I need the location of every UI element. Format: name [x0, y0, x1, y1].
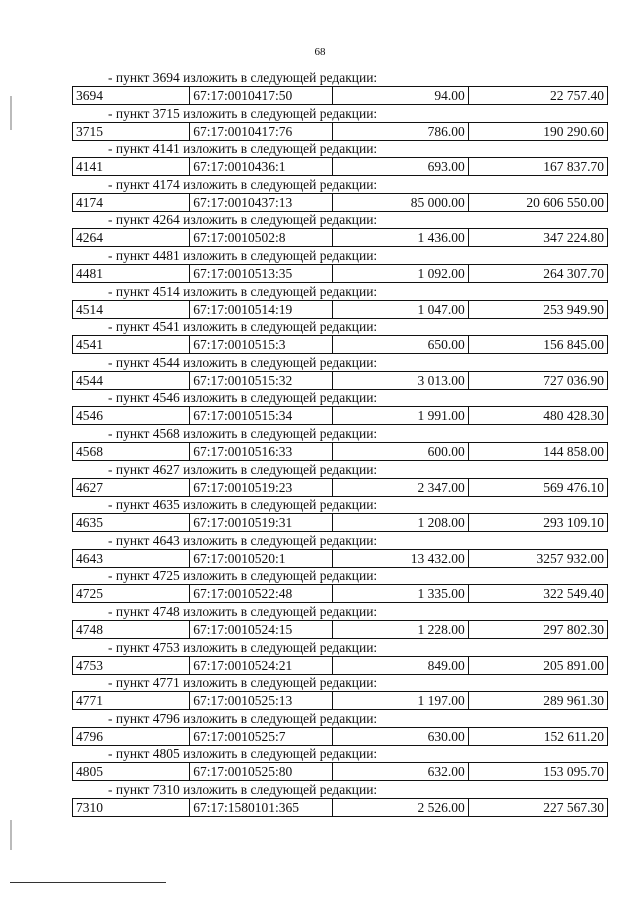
amendment-instruction: - пункт 3694 изложить в следующей редакции: [108, 70, 378, 85]
amendments-list [72, 70, 608, 817]
cadastral-cost-cell: 227 567.30 [468, 798, 607, 816]
cadastral-cost-cell: 569 476.10 [468, 478, 607, 496]
area-cell: 1 047.00 [333, 300, 468, 318]
item-number-cell: 4753 [73, 656, 190, 674]
cadastral-number-cell: 67:17:0010524:21 [190, 656, 333, 674]
item-number-cell: 4635 [73, 514, 190, 532]
item-number-cell: 4141 [73, 158, 190, 176]
amendment-entry [72, 355, 608, 391]
table-row [72, 798, 608, 817]
amendment-entry [72, 70, 608, 106]
item-number-cell: 4481 [73, 264, 190, 282]
cadastral-number-cell: 67:17:1580101:365 [190, 798, 333, 816]
amendment-entry [72, 746, 608, 782]
cadastral-number-cell: 67:17:0010514:19 [190, 300, 333, 318]
area-cell: 3 013.00 [333, 371, 468, 389]
cadastral-number-cell: 67:17:0010417:76 [190, 122, 333, 140]
area-cell: 630.00 [333, 727, 468, 745]
cadastral-cost-cell: 480 428.30 [468, 407, 607, 425]
page-number: 68 [314, 46, 326, 58]
amendment-instruction: - пункт 4544 изложить в следующей редакции: [108, 354, 378, 370]
cadastral-number-cell: 67:17:0010525:13 [190, 692, 333, 710]
item-number-cell: 4264 [73, 229, 190, 247]
cadastral-cost-cell: 22 757.40 [468, 87, 607, 105]
amendment-instruction: - пункт 4627 изложить в следующей редакции: [108, 461, 378, 477]
amendment-instruction: - пункт 4748 изложить в следующей редакции: [108, 603, 378, 619]
item-number-cell: 3715 [73, 122, 190, 140]
cadastral-cost-cell: 727 036.90 [468, 371, 607, 389]
table-row [72, 193, 608, 212]
area-cell: 1 208.00 [333, 514, 468, 532]
table-row [72, 691, 608, 710]
item-number-cell: 4748 [73, 620, 190, 638]
item-number-cell: 3694 [73, 87, 190, 105]
item-number-cell: 4514 [73, 300, 190, 318]
amendment-entry [72, 497, 608, 533]
item-number-cell: 4546 [73, 407, 190, 425]
cadastral-number-cell: 67:17:0010502:8 [190, 229, 333, 247]
cadastral-cost-cell: 20 606 550.00 [468, 193, 607, 211]
amendment-entry [72, 568, 608, 604]
area-cell: 786.00 [333, 122, 468, 140]
amendment-instruction: - пункт 4481 изложить в следующей редакции: [108, 247, 378, 263]
cadastral-number-cell: 67:17:0010519:31 [190, 514, 333, 532]
cadastral-number-cell: 67:17:0010524:15 [190, 620, 333, 638]
amendment-instruction: - пункт 4725 изложить в следующей редакции: [108, 568, 378, 584]
cadastral-number-cell: 67:17:0010515:32 [190, 371, 333, 389]
cadastral-cost-cell: 3257 932.00 [468, 549, 607, 567]
cadastral-cost-cell: 153 095.70 [468, 763, 607, 781]
amendment-instruction: - пункт 3715 изложить в следующей редакции: [108, 105, 378, 121]
cadastral-number-cell: 67:17:0010436:1 [190, 158, 333, 176]
cadastral-number-cell: 67:17:0010515:34 [190, 407, 333, 425]
cadastral-number-cell: 67:17:0010516:33 [190, 442, 333, 460]
cadastral-cost-cell: 152 611.20 [468, 727, 607, 745]
amendment-instruction: - пункт 4174 изложить в следующей редакции: [108, 176, 378, 192]
amendment-entry [72, 533, 608, 569]
cadastral-number-cell: 67:17:0010513:35 [190, 264, 333, 282]
area-cell: 2 526.00 [333, 798, 468, 816]
cadastral-cost-cell: 190 290.60 [468, 122, 607, 140]
cadastral-number-cell: 67:17:0010519:23 [190, 478, 333, 496]
cadastral-cost-cell: 253 949.90 [468, 300, 607, 318]
cadastral-cost-cell: 264 307.70 [468, 264, 607, 282]
amendment-entry [72, 248, 608, 284]
amendment-entry [72, 319, 608, 355]
cadastral-cost-cell: 297 802.30 [468, 620, 607, 638]
cadastral-number-cell: 67:17:0010515:3 [190, 336, 333, 354]
amendment-instruction: - пункт 4643 изложить в следующей редакции: [108, 532, 378, 548]
cadastral-number-cell: 67:17:0010522:48 [190, 585, 333, 603]
amendment-entry [72, 675, 608, 711]
amendment-entry [72, 462, 608, 498]
item-number-cell: 4544 [73, 371, 190, 389]
amendment-instruction: - пункт 4568 изложить в следующей редакции: [108, 425, 378, 441]
amendment-entry [72, 284, 608, 320]
item-number-cell: 4643 [73, 549, 190, 567]
area-cell: 1 197.00 [333, 692, 468, 710]
cadastral-number-cell: 67:17:0010417:50 [190, 87, 333, 105]
amendment-instruction: - пункт 4264 изложить в следующей редакции: [108, 212, 378, 228]
table-row [72, 371, 608, 390]
table-row [72, 86, 608, 105]
cadastral-cost-cell: 156 845.00 [468, 336, 607, 354]
amendment-instruction: - пункт 4635 изложить в следующей редакции: [108, 497, 378, 513]
area-cell: 1 092.00 [333, 264, 468, 282]
cadastral-number-cell: 67:17:0010437:13 [190, 193, 333, 211]
cadastral-cost-cell: 205 891.00 [468, 656, 607, 674]
item-number-cell: 7310 [73, 798, 190, 816]
item-number-cell: 4796 [73, 727, 190, 745]
amendment-entry [72, 782, 608, 818]
item-number-cell: 4771 [73, 692, 190, 710]
table-row [72, 513, 608, 532]
amendment-instruction: - пункт 4753 изложить в следующей редакции: [108, 639, 378, 655]
table-row [72, 157, 608, 176]
area-cell: 1 991.00 [333, 407, 468, 425]
amendment-entry [72, 141, 608, 177]
amendment-instruction: - пункт 4141 изложить в следующей редакции: [108, 141, 378, 157]
item-number-cell: 4568 [73, 442, 190, 460]
amendment-entry [72, 426, 608, 462]
item-number-cell: 4541 [73, 336, 190, 354]
amendment-instruction: - пункт 4796 изложить в следующей редакции: [108, 710, 378, 726]
area-cell: 1 335.00 [333, 585, 468, 603]
table-row [72, 584, 608, 603]
table-row [72, 335, 608, 354]
cadastral-number-cell: 67:17:0010525:80 [190, 763, 333, 781]
table-row [72, 727, 608, 746]
cadastral-cost-cell: 144 858.00 [468, 442, 607, 460]
amendment-instruction: - пункт 4546 изложить в следующей редакции: [108, 390, 378, 406]
cadastral-cost-cell: 347 224.80 [468, 229, 607, 247]
table-row [72, 656, 608, 675]
area-cell: 849.00 [333, 656, 468, 674]
amendment-entry [72, 604, 608, 640]
area-cell: 632.00 [333, 763, 468, 781]
cadastral-number-cell: 67:17:0010525:7 [190, 727, 333, 745]
area-cell: 600.00 [333, 442, 468, 460]
table-row [72, 762, 608, 781]
table-row [72, 442, 608, 461]
table-row [72, 549, 608, 568]
amendment-entry [72, 711, 608, 747]
scan-margin-mark [10, 820, 12, 850]
area-cell: 693.00 [333, 158, 468, 176]
amendment-instruction: - пункт 4805 изложить в следующей редакции: [108, 746, 378, 762]
cadastral-cost-cell: 293 109.10 [468, 514, 607, 532]
amendment-entry [72, 640, 608, 676]
area-cell: 1 436.00 [333, 229, 468, 247]
area-cell: 650.00 [333, 336, 468, 354]
area-cell: 2 347.00 [333, 478, 468, 496]
amendment-entry [72, 390, 608, 426]
amendment-instruction: - пункт 4514 изложить в следующей редакции: [108, 283, 378, 299]
cadastral-number-cell: 67:17:0010520:1 [190, 549, 333, 567]
amendment-entry [72, 106, 608, 142]
cadastral-cost-cell: 167 837.70 [468, 158, 607, 176]
amendment-instruction: - пункт 4541 изложить в следующей редакции: [108, 319, 378, 335]
amendment-instruction: - пункт 7310 изложить в следующей редакции: [108, 781, 378, 797]
footnote-separator [10, 882, 166, 883]
amendment-entry [72, 177, 608, 213]
table-row [72, 300, 608, 319]
table-row [72, 228, 608, 247]
area-cell: 13 432.00 [333, 549, 468, 567]
area-cell: 94.00 [333, 87, 468, 105]
table-row [72, 264, 608, 283]
table-row [72, 406, 608, 425]
table-row [72, 620, 608, 639]
table-row [72, 122, 608, 141]
item-number-cell: 4725 [73, 585, 190, 603]
amendment-entry [72, 212, 608, 248]
item-number-cell: 4174 [73, 193, 190, 211]
scan-margin-mark [10, 96, 12, 130]
cadastral-cost-cell: 289 961.30 [468, 692, 607, 710]
area-cell: 1 228.00 [333, 620, 468, 638]
amendment-instruction: - пункт 4771 изложить в следующей редакции: [108, 675, 378, 691]
item-number-cell: 4805 [73, 763, 190, 781]
area-cell: 85 000.00 [333, 193, 468, 211]
item-number-cell: 4627 [73, 478, 190, 496]
table-row [72, 478, 608, 497]
cadastral-cost-cell: 322 549.40 [468, 585, 607, 603]
